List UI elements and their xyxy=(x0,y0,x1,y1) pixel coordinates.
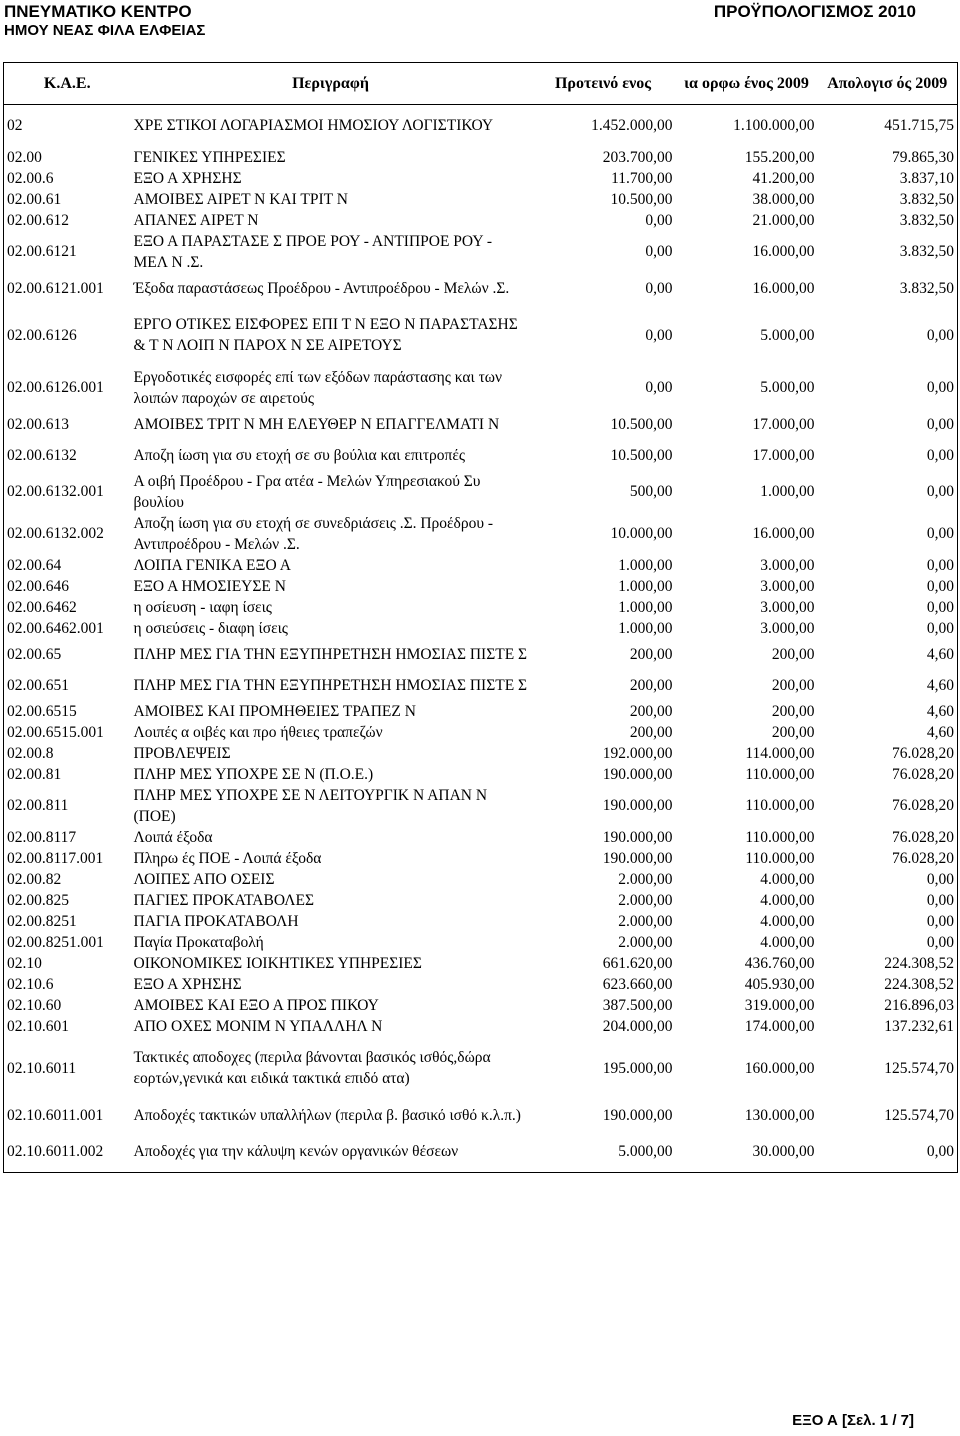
description-cell: ΠΑΓΙΕΣ ΠΡΟΚΑΤΑΒΟΛΕΣ xyxy=(133,891,315,909)
description-cell: ΑΜΟΙΒΕΣ ΤΡΙΤ Ν ΜΗ ΕΛΕΥΘΕΡ Ν ΕΠΑΓΓΕΛΜΑΤΙ Ν xyxy=(133,415,500,433)
budget-table xyxy=(3,62,958,1173)
actual-cell: 0,00 xyxy=(818,1131,958,1173)
actual-cell: 0,00 xyxy=(818,869,958,890)
column-header-description: Περιγραφή xyxy=(131,63,531,105)
kae-cell: 02.10.601 xyxy=(4,1016,131,1037)
actual-cell: 3.837,10 xyxy=(818,168,958,189)
table-row xyxy=(4,995,958,1016)
proposed-cell: 387.500,00 xyxy=(602,996,673,1014)
proposed-cell: 0,00 xyxy=(645,326,673,344)
column-header-revised: ια ορφω ένος 2009 xyxy=(676,63,818,105)
description-cell: ΕΞΟ Α ΗΜΟΣΙΕΥΣΕ Ν xyxy=(133,577,286,595)
proposed-cell: 190.000,00 xyxy=(602,797,673,814)
revised-cell: 3.000,00 xyxy=(760,556,815,574)
actual-cell: 79.865,30 xyxy=(818,147,958,168)
kae-cell: 02.00.8 xyxy=(4,743,131,764)
actual-cell: 224.308,52 xyxy=(818,953,958,974)
kae-cell: 02.00.6515.001 xyxy=(4,722,131,743)
actual-cell: 3.832,50 xyxy=(818,189,958,210)
revised-cell: 200,00 xyxy=(771,723,815,741)
kae-cell: 02.00.82 xyxy=(4,869,131,890)
proposed-cell: 200,00 xyxy=(629,676,673,694)
proposed-cell: 10.500,00 xyxy=(610,446,673,464)
actual-cell: 4,60 xyxy=(818,701,958,722)
actual-cell: 0,00 xyxy=(818,440,958,471)
revised-cell: 5.000,00 xyxy=(760,379,815,396)
kae-cell: 02.10.6011.002 xyxy=(4,1131,131,1173)
actual-cell: 3.832,50 xyxy=(818,231,958,273)
actual-cell: 0,00 xyxy=(818,555,958,576)
actual-cell: 0,00 xyxy=(818,932,958,953)
description-cell: η οσίευση - ιαφη ίσεις xyxy=(133,598,272,616)
kae-cell: 02.00 xyxy=(4,147,131,168)
revised-cell: 200,00 xyxy=(771,676,815,694)
actual-cell: 4,60 xyxy=(818,722,958,743)
description-cell: Εργοδοτικές εισφορές επί των εξόδων παράστασης και των λοιπών παροχών σε αιρετούς xyxy=(133,368,503,407)
actual-cell: 76.028,20 xyxy=(818,743,958,764)
kae-cell: 02.00.811 xyxy=(4,785,131,827)
revised-cell: 30.000,00 xyxy=(676,1131,818,1173)
actual-cell: 216.896,03 xyxy=(818,995,958,1016)
table-row xyxy=(4,911,958,932)
revised-cell: 5.000,00 xyxy=(760,326,815,344)
kae-cell: 02.10.6 xyxy=(4,974,131,995)
revised-cell: 16.000,00 xyxy=(752,243,815,260)
proposed-cell: 190.000,00 xyxy=(602,849,673,867)
proposed-cell: 2.000,00 xyxy=(618,912,673,930)
description-cell: ΕΞΟ Α ΠΑΡΑΣΤΑΣΕ Σ ΠΡΟΕ ΡΟΥ - ΑΝΤΙΠΡΟΕ ΡΟΥ - ΜΕΛ Ν .Σ. xyxy=(133,232,492,271)
kae-cell: 02.00.6132 xyxy=(4,440,131,471)
table-row xyxy=(4,147,958,168)
revised-cell: 200,00 xyxy=(771,645,815,663)
proposed-cell: 10.500,00 xyxy=(610,190,673,208)
proposed-cell: 1.452.000,00 xyxy=(591,117,673,135)
description-cell: Έξοδα παραστάσεως Προέδρου - Αντιπροέδρου - Μελών .Σ. xyxy=(133,279,510,297)
table-row xyxy=(4,785,958,827)
proposed-cell: 1.000,00 xyxy=(618,598,673,616)
table-row xyxy=(4,304,958,367)
proposed-cell: 11.700,00 xyxy=(611,169,673,187)
revised-cell: 319.000,00 xyxy=(744,996,815,1014)
kae-cell: 02.00.6126 xyxy=(4,304,131,367)
table-row xyxy=(4,409,958,440)
description-cell: ΕΞΟ Α ΧΡΗΣΗΣ xyxy=(133,975,242,993)
proposed-cell: 623.660,00 xyxy=(602,975,673,993)
description-cell: ΑΠΑΝΕΣ ΑΙΡΕΤ Ν xyxy=(133,211,259,229)
proposed-cell: 190.000,00 xyxy=(602,828,673,846)
proposed-cell: 2.000,00 xyxy=(618,891,673,909)
table-row xyxy=(4,597,958,618)
description-cell: ΑΜΟΙΒΕΣ ΚΑΙ ΕΞΟ Α ΠΡΟΣ ΠΙΚΟΥ xyxy=(133,996,379,1014)
revised-cell: 4.000,00 xyxy=(760,870,815,888)
page-footer: ΕΞΟ Α [Σελ. 1 / 7] xyxy=(792,1412,914,1429)
description-cell: ΕΞΟ Α ΧΡΗΣΗΣ xyxy=(133,169,242,187)
proposed-cell: 200,00 xyxy=(629,645,673,663)
table-row xyxy=(4,618,958,639)
kae-cell: 02.00.6 xyxy=(4,168,131,189)
revised-cell: 155.200,00 xyxy=(744,148,815,166)
table-row xyxy=(4,639,958,670)
proposed-cell: 190.000,00 xyxy=(602,1106,673,1124)
table-row xyxy=(4,743,958,764)
kae-cell: 02.00.6121.001 xyxy=(4,273,131,304)
description-cell: Αποζη ίωση για συ ετοχή σε συνεδριάσεις .Σ. Προέδρου - Αντιπροέδρου - Μελών .Σ. xyxy=(133,514,494,553)
table-row xyxy=(4,764,958,785)
kae-cell: 02.00.6132.002 xyxy=(4,513,131,555)
revised-cell: 41.200,00 xyxy=(752,169,815,187)
actual-cell: 76.028,20 xyxy=(818,764,958,785)
description-cell: ΕΡΓΟ ΟΤΙΚΕΣ ΕΙΣΦΟΡΕΣ ΕΠΙ Τ Ν ΕΞΟ Ν ΠΑΡΑΣΤΑΣΗΣ & Τ Ν ΛΟΙΠ Ν ΠΑΡΟΧ Ν ΣΕ ΑΙΡΕΤΟΥΣ xyxy=(133,316,518,354)
description-cell: Τακτικές αποδοχες (περιλα βάνονται βασικός ισθός,δώρα εορτών,γενικά και ειδικά τακτικά επιδό ατα) xyxy=(133,1049,491,1087)
proposed-cell: 200,00 xyxy=(629,723,673,741)
table-row xyxy=(4,1131,958,1173)
revised-cell: 16.000,00 xyxy=(752,279,815,297)
column-header-kae: Κ.Α.Ε. xyxy=(4,63,131,105)
description-cell: Λοιπές α οιβές και προ ήθειες τραπεζών xyxy=(133,723,383,741)
table-row xyxy=(4,555,958,576)
actual-cell: 0,00 xyxy=(818,304,958,367)
kae-cell: 02.00.613 xyxy=(4,409,131,440)
revised-cell: 17.000,00 xyxy=(752,415,815,433)
revised-cell: 21.000,00 xyxy=(752,211,815,229)
description-cell: ΑΜΟΙΒΕΣ ΑΙΡΕΤ Ν ΚΑΙ ΤΡΙΤ Ν xyxy=(133,190,348,208)
proposed-cell: 661.620,00 xyxy=(602,954,673,972)
actual-cell: 451.715,75 xyxy=(818,105,958,147)
table-row xyxy=(4,722,958,743)
description-cell: ΠΑΓΙΑ ΠΡΟΚΑΤΑΒΟΛΗ xyxy=(133,912,299,930)
kae-cell: 02.00.8117 xyxy=(4,827,131,848)
document-title: ΠΡΟΫΠΟΛΟΓΙΣΜΟΣ 2010 xyxy=(713,2,916,21)
description-cell: Αποδοχές για την κάλυψη κενών οργανικών θέσεων xyxy=(131,1131,531,1173)
kae-cell: 02.00.612 xyxy=(4,210,131,231)
table-row xyxy=(4,231,958,273)
proposed-cell: 2.000,00 xyxy=(618,870,673,888)
table-row xyxy=(4,953,958,974)
table-row xyxy=(4,890,958,911)
kae-cell: 02.00.65 xyxy=(4,639,131,670)
revised-cell: 1.100.000,00 xyxy=(733,117,815,135)
revised-cell: 4.000,00 xyxy=(760,933,815,951)
table-row xyxy=(4,576,958,597)
kae-cell: 02.00.6132.001 xyxy=(4,471,131,513)
proposed-cell: 1.000,00 xyxy=(618,619,673,637)
table-row xyxy=(4,513,958,555)
kae-cell: 02.00.81 xyxy=(4,764,131,785)
kae-cell: 02.00.8117.001 xyxy=(4,848,131,869)
actual-cell: 0,00 xyxy=(818,576,958,597)
description-cell: ΠΛΗΡ ΜΕΣ ΥΠΟΧΡΕ ΣΕ Ν (Π.Ο.Ε.) xyxy=(133,765,374,783)
table-header-row xyxy=(4,63,958,105)
description-cell: ΠΡΟΒΛΕΨΕΙΣ xyxy=(133,744,231,762)
table-row xyxy=(4,848,958,869)
description-cell: ΓΕΝΙΚΕΣ ΥΠΗΡΕΣΙΕΣ xyxy=(133,148,286,166)
revised-cell: 16.000,00 xyxy=(752,525,815,542)
table-row xyxy=(4,827,958,848)
proposed-cell: 1.000,00 xyxy=(618,577,673,595)
kae-cell: 02.00.8251.001 xyxy=(4,932,131,953)
proposed-cell: 10.000,00 xyxy=(610,525,673,542)
revised-cell: 38.000,00 xyxy=(752,190,815,208)
kae-cell: 02.00.825 xyxy=(4,890,131,911)
kae-cell: 02.00.651 xyxy=(4,670,131,701)
column-header-actual: Απολογισ ός 2009 xyxy=(818,63,958,105)
revised-cell: 110.000,00 xyxy=(745,797,815,814)
kae-cell: 02.00.6462.001 xyxy=(4,618,131,639)
kae-cell: 02.00.64 xyxy=(4,555,131,576)
table-row xyxy=(4,1037,958,1100)
actual-cell: 76.028,20 xyxy=(818,848,958,869)
proposed-cell: 200,00 xyxy=(629,702,673,720)
proposed-cell: 500,00 xyxy=(629,483,673,500)
table-row xyxy=(4,210,958,231)
revised-cell: 3.000,00 xyxy=(760,619,815,637)
kae-cell: 02.00.61 xyxy=(4,189,131,210)
kae-cell: 02.00.6462 xyxy=(4,597,131,618)
actual-cell: 125.574,70 xyxy=(818,1037,958,1100)
description-cell: ΛΟΙΠΑ ΓΕΝΙΚΑ ΕΞΟ Α xyxy=(133,556,291,574)
table-row xyxy=(4,670,958,701)
description-cell: Παγία Προκαταβολή xyxy=(133,933,264,951)
kae-cell: 02.00.8251 xyxy=(4,911,131,932)
actual-cell: 0,00 xyxy=(818,513,958,555)
proposed-cell: 204.000,00 xyxy=(602,1017,673,1035)
actual-cell: 76.028,20 xyxy=(818,827,958,848)
description-cell: ΑΜΟΙΒΕΣ ΚΑΙ ΠΡΟΜΗΘΕΙΕΣ ΤΡΑΠΕΖ Ν xyxy=(133,702,416,720)
actual-cell: 76.028,20 xyxy=(818,785,958,827)
revised-cell: 130.000,00 xyxy=(744,1106,815,1124)
actual-cell: 3.832,50 xyxy=(818,273,958,304)
proposed-cell: 0,00 xyxy=(645,279,673,297)
table-row xyxy=(4,932,958,953)
description-cell: ΠΛΗΡ ΜΕΣ ΥΠΟΧΡΕ ΣΕ Ν ΛΕΙΤΟΥΡΓΙΚ Ν ΑΠΑΝ Ν (ΠΟΕ) xyxy=(133,786,488,825)
proposed-cell: 0,00 xyxy=(645,379,673,396)
table-row xyxy=(4,701,958,722)
kae-cell: 02.10 xyxy=(4,953,131,974)
proposed-cell: 0,00 xyxy=(645,211,673,229)
table-row xyxy=(4,1100,958,1131)
revised-cell: 174.000,00 xyxy=(744,1017,815,1035)
table-row xyxy=(4,471,958,513)
actual-cell: 137.232,61 xyxy=(818,1016,958,1037)
revised-cell: 436.760,00 xyxy=(744,954,815,972)
revised-cell: 110.000,00 xyxy=(745,828,815,846)
actual-cell: 0,00 xyxy=(818,911,958,932)
actual-cell: 0,00 xyxy=(818,367,958,409)
description-cell: ΛΟΙΠΕΣ ΑΠΟ ΟΣΕΙΣ xyxy=(133,870,275,888)
actual-cell: 125.574,70 xyxy=(818,1100,958,1131)
description-cell: ΠΛΗΡ ΜΕΣ ΓΙΑ ΤΗΝ ΕΞΥΠΗΡΕΤΗΣΗ ΗΜΟΣΙΑΣ ΠΙΣΤΕ Σ xyxy=(133,645,528,663)
revised-cell: 4.000,00 xyxy=(760,891,815,909)
table-row xyxy=(4,440,958,471)
kae-cell: 02.10.6011 xyxy=(4,1037,131,1100)
table-row xyxy=(4,105,958,147)
actual-cell: 224.308,52 xyxy=(818,974,958,995)
kae-cell: 02.00.6126.001 xyxy=(4,367,131,409)
proposed-cell: 0,00 xyxy=(645,243,673,260)
kae-cell: 02.00.6515 xyxy=(4,701,131,722)
table-row xyxy=(4,1016,958,1037)
actual-cell: 0,00 xyxy=(818,890,958,911)
actual-cell: 0,00 xyxy=(818,597,958,618)
table-body xyxy=(4,105,958,1173)
proposed-cell: 1.000,00 xyxy=(618,556,673,574)
column-header-proposed: Προτεινό ενος xyxy=(531,63,676,105)
organization-subtitle: ΗΜΟΥ ΝΕΑΣ ΦΙΛΑ ΕΛΦΕΙΑΣ xyxy=(4,22,206,39)
kae-cell: 02 xyxy=(4,105,131,147)
revised-cell: 1.000,00 xyxy=(760,483,815,500)
description-cell: ΠΛΗΡ ΜΕΣ ΓΙΑ ΤΗΝ ΕΞΥΠΗΡΕΤΗΣΗ ΗΜΟΣΙΑΣ ΠΙΣΤΕ Σ xyxy=(133,676,528,694)
revised-cell: 3.000,00 xyxy=(760,577,815,595)
description-cell: ΧΡΕ ΣΤΙΚΟΙ ΛΟΓΑΡΙΑΣΜΟΙ ΗΜΟΣΙΟΥ ΛΟΓΙΣΤΙΚΟΥ xyxy=(133,117,494,135)
revised-cell: 160.000,00 xyxy=(744,1059,815,1077)
table-row xyxy=(4,869,958,890)
proposed-cell: 2.000,00 xyxy=(618,933,673,951)
revised-cell: 110.000,00 xyxy=(745,765,815,783)
table-row xyxy=(4,273,958,304)
proposed-cell: 203.700,00 xyxy=(602,148,673,166)
organization-name: ΠΝΕΥΜΑΤΙΚΟ ΚΕΝΤΡΟ xyxy=(4,2,192,21)
revised-cell: 17.000,00 xyxy=(752,446,815,464)
actual-cell: 4,60 xyxy=(818,670,958,701)
description-cell: Α οιβή Προέδρου - Γρα ατέα - Μελών Υπηρεσιακού Συ βουλίου xyxy=(133,472,481,511)
description-cell: η οσιεύσεις - διαφη ίσεις xyxy=(133,619,288,637)
actual-cell: 0,00 xyxy=(818,618,958,639)
actual-cell: 3.832,50 xyxy=(818,210,958,231)
table-row xyxy=(4,168,958,189)
revised-cell: 200,00 xyxy=(771,702,815,720)
kae-cell: 02.10.60 xyxy=(4,995,131,1016)
table-row xyxy=(4,189,958,210)
description-cell: Πληρω ές ΠΟΕ - Λοιπά έξοδα xyxy=(133,849,322,867)
revised-cell: 4.000,00 xyxy=(760,912,815,930)
description-cell: Λοιπά έξοδα xyxy=(133,828,213,846)
description-cell: ΑΠΟ ΟΧΕΣ ΜΟΝΙΜ Ν ΥΠΑΛΛΗΛ Ν xyxy=(133,1017,383,1035)
revised-cell: 114.000,00 xyxy=(745,744,815,762)
description-cell: ΟΙΚΟΝΟΜΙΚΕΣ ΙΟΙΚΗΤΙΚΕΣ ΥΠΗΡΕΣΙΕΣ xyxy=(133,954,422,972)
revised-cell: 110.000,00 xyxy=(745,849,815,867)
proposed-cell: 5.000,00 xyxy=(531,1131,676,1173)
proposed-cell: 10.500,00 xyxy=(610,415,673,433)
table-row xyxy=(4,974,958,995)
description-cell: Αποδοχές τακτικών υπαλλήλων (περιλα β. βασικό ισθό κ.λ.π.) xyxy=(133,1106,521,1124)
actual-cell: 0,00 xyxy=(818,471,958,513)
proposed-cell: 192.000,00 xyxy=(602,744,673,762)
kae-cell: 02.10.6011.001 xyxy=(4,1100,131,1131)
actual-cell: 4,60 xyxy=(818,639,958,670)
kae-cell: 02.00.646 xyxy=(4,576,131,597)
kae-cell: 02.00.6121 xyxy=(4,231,131,273)
proposed-cell: 190.000,00 xyxy=(602,765,673,783)
revised-cell: 3.000,00 xyxy=(760,598,815,616)
description-cell: Αποζη ίωση για συ ετοχή σε συ βούλια και επιτροπές xyxy=(133,446,466,464)
actual-cell: 0,00 xyxy=(818,409,958,440)
revised-cell: 405.930,00 xyxy=(744,975,815,993)
table-row xyxy=(4,367,958,409)
proposed-cell: 195.000,00 xyxy=(602,1059,673,1077)
